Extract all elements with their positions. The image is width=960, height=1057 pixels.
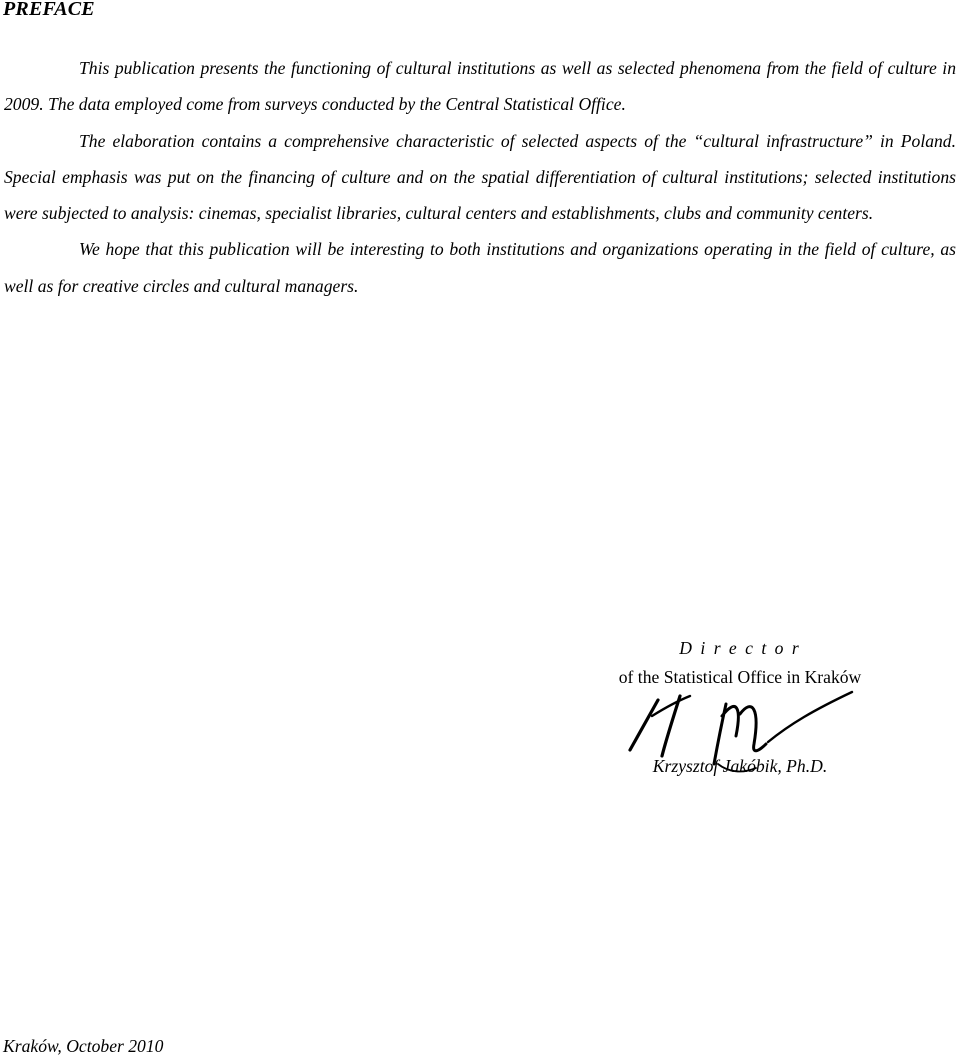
paragraph-intro: This publication presents the functioning of cultural institutions as well as selected phenomena from the field of culture in 2009. The data employed come from surveys conducted by the Central Statistical Office. bbox=[4, 58, 956, 115]
director-title: D i r e c t o r bbox=[679, 638, 801, 658]
preface-heading: PREFACE bbox=[3, 0, 95, 20]
paragraph-hope: We hope that this publication will be interesting to both institutions and organizations operating in the field of culture, as well as for creative circles and cultural managers. bbox=[4, 239, 956, 296]
paragraph-elaboration: The elaboration contains a comprehensive characteristic of selected aspects of the “cultural infrastructure” in Poland. Special emphasis was put on the financing of culture and on the spatial differentiation of cultural institutions; selected institutions were subjected to analysis: cinemas, specialist libraries, cultural centers and establishments, clubs and community centers. bbox=[4, 130, 956, 224]
director-name: Krzysztof Jakóbik, Ph.D. bbox=[652, 756, 828, 776]
preface-body bbox=[4, 50, 956, 304]
director-office: of the Statistical Office in Kraków bbox=[618, 667, 862, 687]
place-and-date: Kraków, October 2010 bbox=[3, 1036, 164, 1056]
